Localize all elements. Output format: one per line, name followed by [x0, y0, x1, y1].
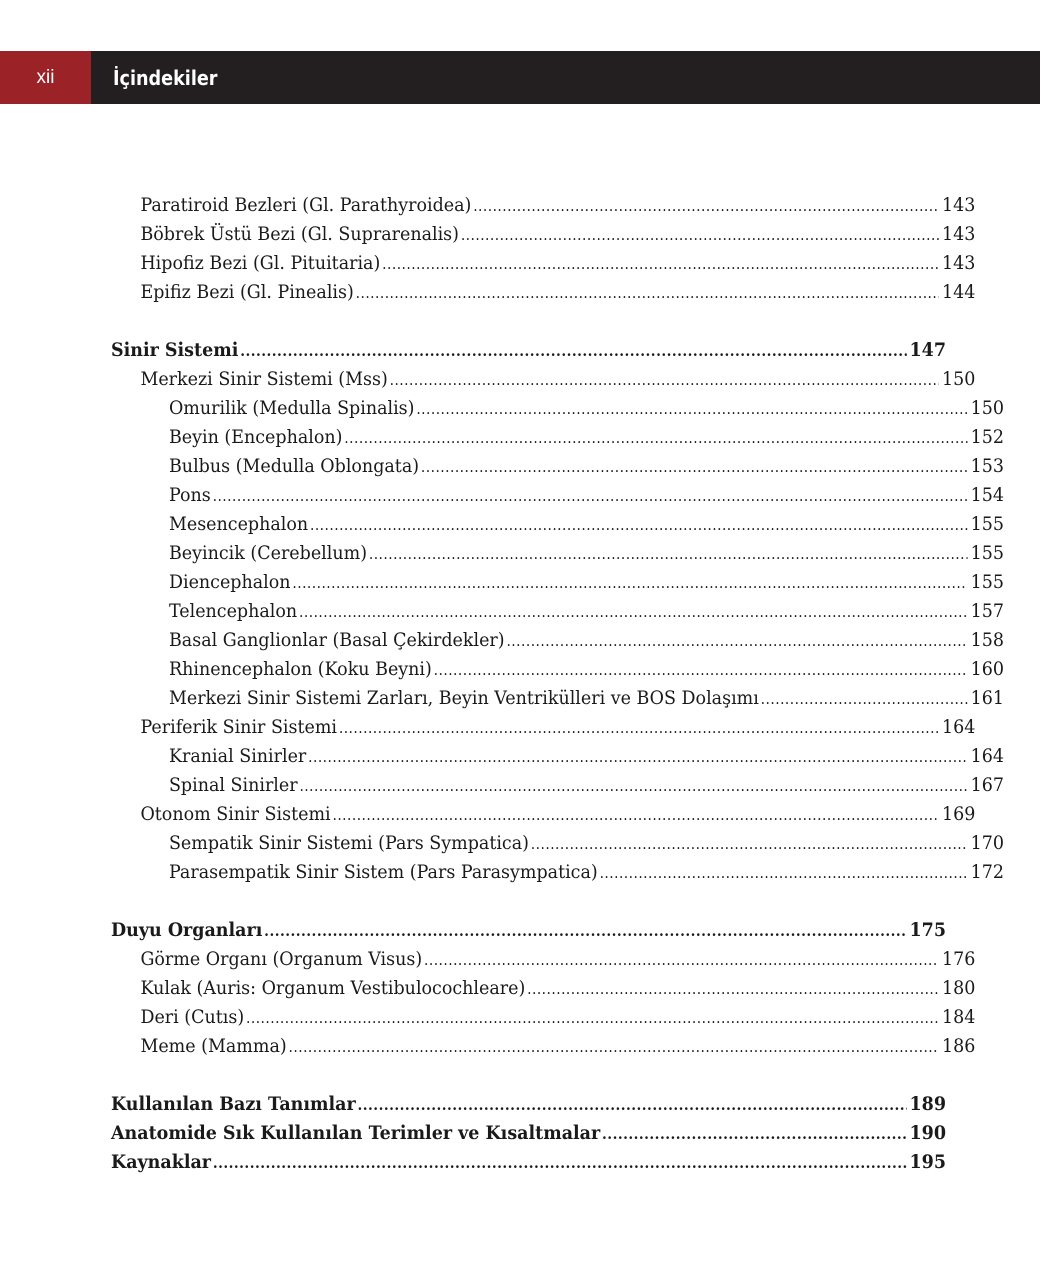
- dot-leader: [299, 598, 968, 627]
- dot-leader: [240, 337, 907, 366]
- dot-leader: [434, 656, 968, 685]
- dot-leader: [390, 366, 940, 395]
- dot-leader: [264, 917, 907, 946]
- dot-leader: [299, 772, 967, 801]
- dot-leader: [473, 192, 939, 221]
- toc-entry-page: 169: [942, 803, 976, 825]
- section-gap: [111, 307, 946, 336]
- dot-leader: [339, 714, 939, 743]
- toc-entry[interactable]: [111, 800, 975, 829]
- toc-entry-page: 155: [970, 542, 1004, 564]
- toc-entry[interactable]: [111, 655, 1004, 684]
- toc-entry-label: Kaynaklar: [111, 1151, 212, 1173]
- toc-entry-page: 180: [942, 977, 976, 999]
- dot-leader: [602, 1120, 907, 1149]
- toc-entry-page: 195: [909, 1151, 946, 1173]
- toc-chapter-entry[interactable]: [111, 1090, 946, 1119]
- dot-leader: [289, 1033, 940, 1062]
- dot-leader: [600, 859, 968, 888]
- toc-entry-page: 155: [970, 513, 1004, 535]
- toc-entry[interactable]: [111, 597, 1004, 626]
- toc-entry[interactable]: [111, 945, 975, 974]
- toc-entry-page: 184: [942, 1006, 976, 1028]
- toc-entry-label: Görme Organı (Organum Visus): [140, 948, 423, 970]
- table-of-contents: [111, 191, 1004, 1177]
- toc-entry-label: Hipofiz Bezi (Gl. Pituitaria): [140, 252, 381, 274]
- toc-entry[interactable]: [111, 423, 1004, 452]
- dot-leader: [421, 453, 968, 482]
- toc-entry-page: 172: [970, 861, 1004, 883]
- section-gap: [111, 1061, 946, 1090]
- dot-leader: [424, 946, 939, 975]
- toc-entry-label: Kulak (Auris: Organum Vestibulocochleare): [140, 977, 526, 999]
- dot-leader: [369, 540, 968, 569]
- dot-leader: [213, 1149, 907, 1178]
- toc-entry-page: 143: [942, 252, 976, 274]
- dot-leader: [356, 279, 940, 308]
- toc-entry[interactable]: [111, 539, 1004, 568]
- toc-entry-page: 164: [970, 745, 1004, 767]
- toc-entry-label: Merkezi Sinir Sistemi (Mss): [140, 368, 388, 390]
- toc-entry-page: 176: [942, 948, 976, 970]
- page-header: [0, 51, 1040, 104]
- toc-entry-label: Spinal Sinirler: [168, 774, 298, 796]
- dot-leader: [531, 830, 968, 859]
- toc-entry-label: Anatomide Sık Kullanılan Terimler ve Kısaltmalar: [111, 1122, 601, 1144]
- toc-entry-label: Beyin (Encephalon): [168, 426, 343, 448]
- toc-entry-label: Pons: [168, 484, 211, 506]
- toc-entry[interactable]: [111, 626, 1004, 655]
- dot-leader: [292, 569, 967, 598]
- dot-leader: [761, 685, 968, 714]
- toc-entry[interactable]: [111, 858, 1004, 887]
- section-gap: [111, 887, 946, 916]
- toc-entry-page: 190: [909, 1122, 946, 1144]
- toc-entry-label: Mesencephalon: [168, 513, 309, 535]
- toc-entry-page: 150: [970, 397, 1004, 419]
- dot-leader: [246, 1004, 939, 1033]
- toc-entry[interactable]: [111, 481, 1004, 510]
- toc-entry-page: 143: [942, 194, 976, 216]
- toc-entry[interactable]: [111, 1032, 975, 1061]
- toc-entry-page: 161: [970, 687, 1004, 709]
- toc-entry-label: Böbrek Üstü Bezi (Gl. Suprarenalis): [140, 223, 459, 245]
- toc-entry[interactable]: [111, 771, 1004, 800]
- dot-leader: [416, 395, 967, 424]
- toc-entry-label: Deri (Cutıs): [140, 1006, 245, 1028]
- toc-entry-page: 143: [942, 223, 976, 245]
- toc-entry-label: Kullanılan Bazı Tanımlar: [111, 1093, 356, 1115]
- toc-entry[interactable]: [111, 829, 1004, 858]
- toc-entry-page: 175: [909, 919, 946, 941]
- toc-entry-page: 154: [970, 484, 1004, 506]
- toc-entry-page: 164: [942, 716, 976, 738]
- toc-entry-page: 157: [970, 600, 1004, 622]
- toc-entry[interactable]: [111, 974, 975, 1003]
- toc-chapter-entry[interactable]: [111, 1148, 946, 1177]
- toc-entry-page: 170: [970, 832, 1004, 854]
- dot-leader: [506, 627, 967, 656]
- toc-entry-label: Merkezi Sinir Sistemi Zarları, Beyin Ventrikülleri ve BOS Dolaşımı: [168, 687, 759, 709]
- toc-entry[interactable]: [111, 684, 1004, 713]
- toc-entry[interactable]: [111, 510, 1004, 539]
- toc-entry-page: 153: [970, 455, 1004, 477]
- toc-entry-label: Telencephalon: [168, 600, 298, 622]
- toc-entry[interactable]: [111, 249, 975, 278]
- toc-entry-label: Duyu Organları: [111, 919, 263, 941]
- toc-entry[interactable]: [111, 278, 975, 307]
- toc-entry-label: Beyincik (Cerebellum): [168, 542, 368, 564]
- dot-leader: [358, 1091, 907, 1120]
- dot-leader: [382, 250, 939, 279]
- toc-entry-label: Sempatik Sinir Sistemi (Pars Sympatica): [168, 832, 529, 854]
- toc-entry-label: Rhinencephalon (Koku Beyni): [168, 658, 432, 680]
- toc-entry-label: Basal Ganglionlar (Basal Çekirdekler): [168, 629, 505, 651]
- toc-entry-page: 155: [970, 571, 1004, 593]
- toc-entry-label: Otonom Sinir Sistemi: [140, 803, 331, 825]
- toc-entry-label: Diencephalon: [168, 571, 291, 593]
- toc-entry-label: Meme (Mamma): [140, 1035, 287, 1057]
- toc-entry-label: Periferik Sinir Sistemi: [140, 716, 338, 738]
- toc-entry-label: Omurilik (Medulla Spinalis): [168, 397, 415, 419]
- toc-entry-label: Sinir Sistemi: [111, 339, 239, 361]
- toc-entry[interactable]: [111, 394, 1004, 423]
- toc-entry-label: Parasempatik Sinir Sistem (Pars Parasympatica): [168, 861, 598, 883]
- dot-leader: [310, 511, 968, 540]
- toc-entry[interactable]: [111, 191, 975, 220]
- toc-entry[interactable]: [111, 365, 975, 394]
- toc-entry-page: 152: [970, 426, 1004, 448]
- toc-entry[interactable]: [111, 742, 1004, 771]
- dot-leader: [213, 482, 968, 511]
- toc-entry[interactable]: [111, 713, 975, 742]
- toc-entry[interactable]: [111, 568, 1004, 597]
- dot-leader: [344, 424, 968, 453]
- toc-entry[interactable]: [111, 1003, 975, 1032]
- toc-chapter-entry[interactable]: [111, 336, 946, 365]
- toc-entry-label: Kranial Sinirler: [168, 745, 307, 767]
- toc-entry-page: 160: [970, 658, 1004, 680]
- toc-entry-label: Bulbus (Medulla Oblongata): [168, 455, 420, 477]
- toc-entry[interactable]: [111, 220, 975, 249]
- toc-entry-page: 150: [942, 368, 976, 390]
- toc-chapter-entry[interactable]: [111, 916, 946, 945]
- toc-entry-page: 186: [942, 1035, 976, 1057]
- header-title: İçindekiler: [113, 66, 218, 90]
- dot-leader: [308, 743, 968, 772]
- dot-leader: [527, 975, 939, 1004]
- dot-leader: [332, 801, 939, 830]
- toc-entry-label: Epifiz Bezi (Gl. Pinealis): [140, 281, 354, 303]
- toc-chapter-entry[interactable]: [111, 1119, 946, 1148]
- page-number: xii: [0, 51, 91, 104]
- toc-entry-page: 167: [970, 774, 1004, 796]
- toc-entry-page: 189: [909, 1093, 946, 1115]
- toc-entry[interactable]: [111, 452, 1004, 481]
- toc-entry-page: 144: [942, 281, 976, 303]
- toc-entry-page: 147: [909, 339, 946, 361]
- toc-entry-page: 158: [970, 629, 1004, 651]
- dot-leader: [461, 221, 939, 250]
- toc-entry-label: Paratiroid Bezleri (Gl. Parathyroidea): [140, 194, 472, 216]
